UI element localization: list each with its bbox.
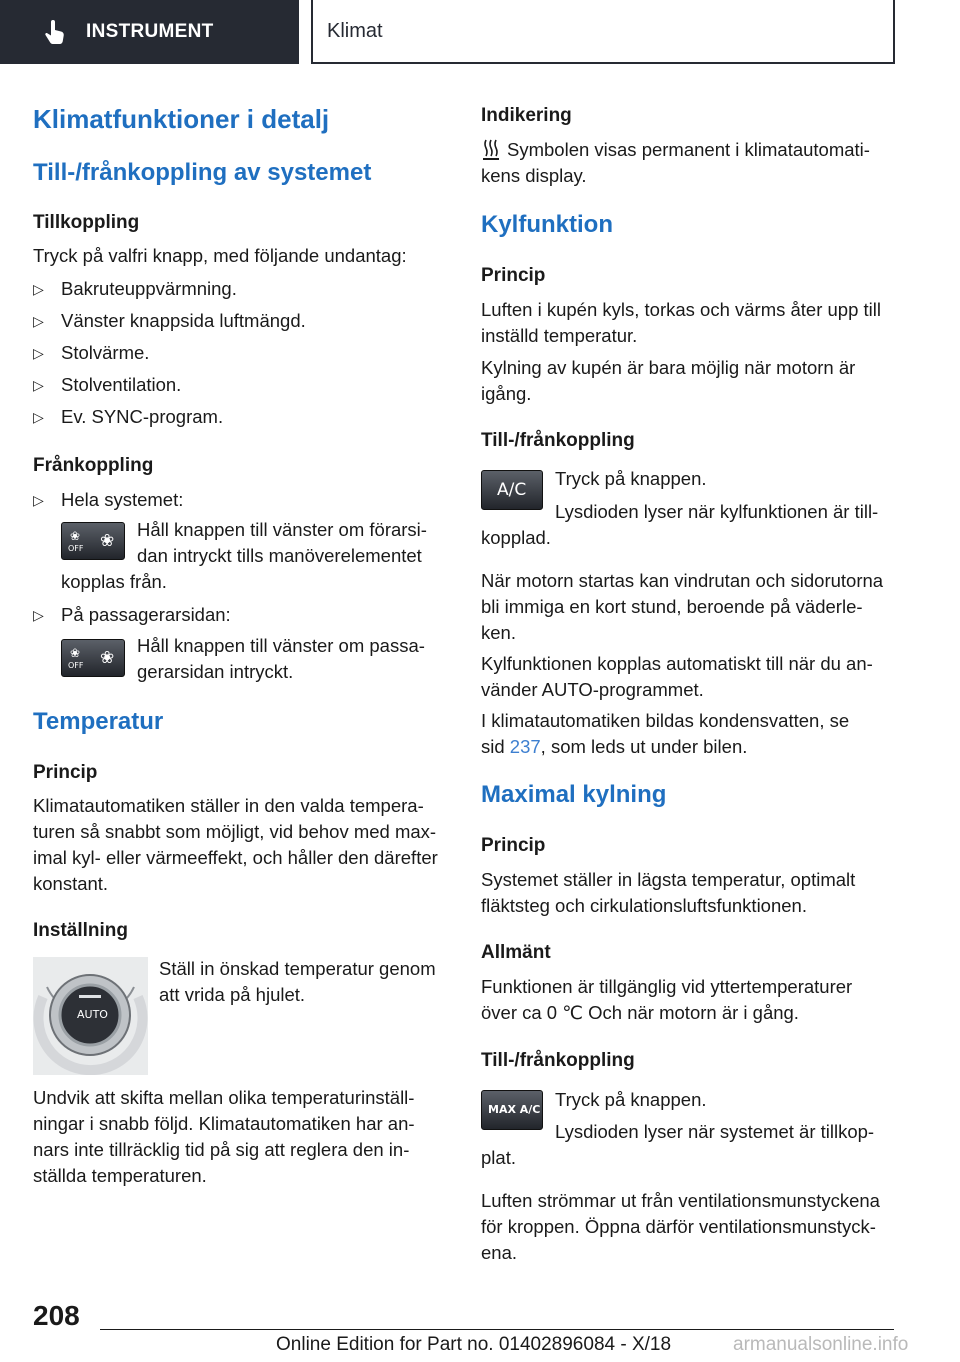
kyl-tf-line1: Tryck på knappen. bbox=[555, 468, 707, 489]
max-tf-line1: Tryck på knappen. bbox=[555, 1089, 707, 1110]
max-tf-line3: plat. bbox=[481, 1147, 516, 1168]
header-chapter-tab bbox=[311, 0, 895, 64]
heading-installning: Inställning bbox=[33, 920, 128, 941]
temperatur-princip-line4: konstant. bbox=[33, 873, 109, 894]
header-chapter-label: Klimat bbox=[327, 19, 383, 42]
kyl-m3-line1: I klimatautomatiken bildas kondensvatten, se bbox=[481, 710, 850, 731]
fan-large-icon: ❀ bbox=[100, 648, 115, 668]
page-title: Klimatfunktioner i detalj bbox=[33, 104, 330, 134]
header-section-label: INSTRUMENT bbox=[86, 21, 214, 42]
kyl-p2-line2: igång. bbox=[481, 383, 532, 404]
frankoppling-text1-line1: Håll knappen till vänster om förarsi- bbox=[137, 519, 427, 540]
heading-princip: Princip bbox=[481, 835, 546, 856]
kyl-m2-line2: vänder AUTO-programmet. bbox=[481, 679, 704, 700]
heading-temperatur: Temperatur bbox=[33, 708, 164, 735]
max-l-line3: ena. bbox=[481, 1242, 518, 1263]
list-item: ▷ Vänster knappsida luftmängd. bbox=[33, 308, 433, 334]
list-item: ▷ Stolvärme. bbox=[33, 340, 433, 366]
max-tf-line2: Lysdioden lyser när systemet är tillkop- bbox=[555, 1121, 875, 1142]
max-a-line1: Funktionen är tillgänglig vid yttertemperaturer bbox=[481, 976, 853, 997]
list-item: ▷ På passagerarsidan: bbox=[33, 602, 433, 628]
list-item: ▷ Stolventilation. bbox=[33, 372, 433, 398]
frankoppling-text1-line2: dan intryckt tills manöverelementet bbox=[137, 545, 422, 566]
heading-frankoppling: Frånkoppling bbox=[33, 455, 154, 476]
kyl-p1-line2: inställd temperatur. bbox=[481, 325, 638, 346]
temperatur-princip-line2: turen så snabbt som möjligt, vid behov med max- bbox=[33, 821, 437, 842]
undvik-line4: ställda temperaturen. bbox=[33, 1165, 207, 1186]
page-number: 208 bbox=[33, 1300, 80, 1331]
bullet-triangle-icon: ▷ bbox=[33, 313, 44, 329]
temperature-knob-image: AUTO bbox=[33, 957, 148, 1075]
undvik-line2: ningar i snabb följd. Klimatautomatiken har an- bbox=[33, 1113, 415, 1134]
heat-waves-icon bbox=[483, 139, 499, 161]
fan-small-icon: ❀ bbox=[70, 646, 81, 660]
max-ac-button-image: MAX A/C bbox=[481, 1090, 543, 1130]
heading-indikering: Indikering bbox=[481, 105, 572, 126]
bullet-triangle-icon: ▷ bbox=[33, 377, 44, 393]
kyl-m2-line1: Kylfunktionen kopplas automatiskt till när du an- bbox=[481, 653, 873, 674]
footer-edition-text: Online Edition for Part no. 01402896084 - X/18 bbox=[276, 1334, 672, 1355]
indikering-line1: Symbolen visas permanent i klimatautomati- bbox=[507, 139, 870, 160]
undvik-line1: Undvik att skifta mellan olika temperaturinställ- bbox=[33, 1087, 415, 1108]
hand-pointer-icon bbox=[44, 20, 66, 44]
heading-princip: Princip bbox=[481, 265, 546, 286]
kyl-tf-line2: Lysdioden lyser när kylfunktionen är till- bbox=[555, 501, 879, 522]
list-item: ▷ Ev. SYNC-program. bbox=[33, 404, 433, 430]
footer-divider bbox=[100, 1329, 894, 1330]
max-a-line2: över ca 0 ℃ Och när motorn är i gång. bbox=[481, 1002, 799, 1023]
kyl-m3-line2: sid 237, som leds ut under bilen. bbox=[481, 736, 748, 757]
heading-kylfunktion: Kylfunktion bbox=[481, 211, 613, 238]
tillkoppling-text: Tryck på valfri knapp, med följande undantag: bbox=[33, 245, 407, 266]
heading-till-frankoppling: Till-/frånkoppling bbox=[481, 1050, 635, 1071]
kyl-p2-line1: Kylning av kupén är bara möjlig när motorn är bbox=[481, 357, 856, 378]
temperatur-princip-line3: imal kyl- eller värmeeffekt, och håller den därefter bbox=[33, 847, 438, 868]
heading-till-frankoppling: Till-/frånkoppling bbox=[481, 430, 635, 451]
installning-line2: att vrida på hjulet. bbox=[159, 984, 306, 1005]
undvik-line3: nars inte tillräcklig tid på sig att reglera den in- bbox=[33, 1139, 410, 1160]
kyl-m1-line2: bli immiga en kort stund, beroende på väderle- bbox=[481, 596, 863, 617]
heading-allmant: Allmänt bbox=[481, 942, 551, 963]
header-section-tab bbox=[0, 0, 299, 64]
list-item: ▷ Hela systemet: bbox=[33, 487, 433, 513]
indikering-line2: kens display. bbox=[481, 165, 587, 186]
installning-line1: Ställ in önskad temperatur genom bbox=[159, 958, 436, 979]
bullet-triangle-icon: ▷ bbox=[33, 281, 44, 297]
kyl-tf-line3: kopplad. bbox=[481, 527, 551, 548]
ac-button-image: A/C bbox=[481, 470, 543, 510]
kyl-m1-line1: När motorn startas kan vindrutan och sidorutorna bbox=[481, 570, 884, 591]
fan-small-icon: ❀ bbox=[70, 529, 81, 543]
bullet-triangle-icon: ▷ bbox=[33, 345, 44, 361]
bullet-triangle-icon: ▷ bbox=[33, 607, 44, 623]
max-p-line2: fläktsteg och cirkulationsluftsfunktionen. bbox=[481, 895, 807, 916]
heading-princip: Princip bbox=[33, 762, 98, 783]
page-reference-link[interactable]: 237 bbox=[509, 736, 541, 757]
subsection-title-till-fran: Till-/frånkoppling av systemet bbox=[33, 159, 372, 186]
temperatur-princip-line1: Klimatautomatiken ställer in den valda tempera- bbox=[33, 795, 424, 816]
fan-large-icon: ❀ bbox=[100, 531, 115, 551]
frankoppling-text2-line1: Håll knappen till vänster om passa- bbox=[137, 635, 425, 656]
max-l-line1: Luften strömmar ut från ventilationsmunstyckena bbox=[481, 1190, 880, 1211]
heading-tillkoppling: Tillkoppling bbox=[33, 212, 140, 233]
fan-off-button-image-passenger: ❀ OFF ❀ bbox=[61, 639, 125, 677]
kyl-m1-line3: ken. bbox=[481, 622, 516, 643]
frankoppling-text2-line2: gerarsidan intryckt. bbox=[137, 661, 294, 682]
max-l-line2: för kroppen. Öppna därför ventilationsmunstyck- bbox=[481, 1216, 876, 1237]
fan-off-button-image: ❀ OFF ❀ bbox=[61, 522, 125, 560]
bullet-triangle-icon: ▷ bbox=[33, 492, 44, 508]
list-item: ▷ Bakruteuppvärmning. bbox=[33, 276, 433, 302]
bullet-triangle-icon: ▷ bbox=[33, 409, 44, 425]
frankoppling-text1-line3: kopplas från. bbox=[61, 571, 167, 592]
kyl-p1-line1: Luften i kupén kyls, torkas och värms åter upp till bbox=[481, 299, 881, 320]
heading-maximal-kylning: Maximal kylning bbox=[481, 781, 667, 808]
max-p-line1: Systemet ställer in lägsta temperatur, optimalt bbox=[481, 869, 856, 890]
footer-watermark: armanualsonline.info bbox=[733, 1334, 909, 1355]
